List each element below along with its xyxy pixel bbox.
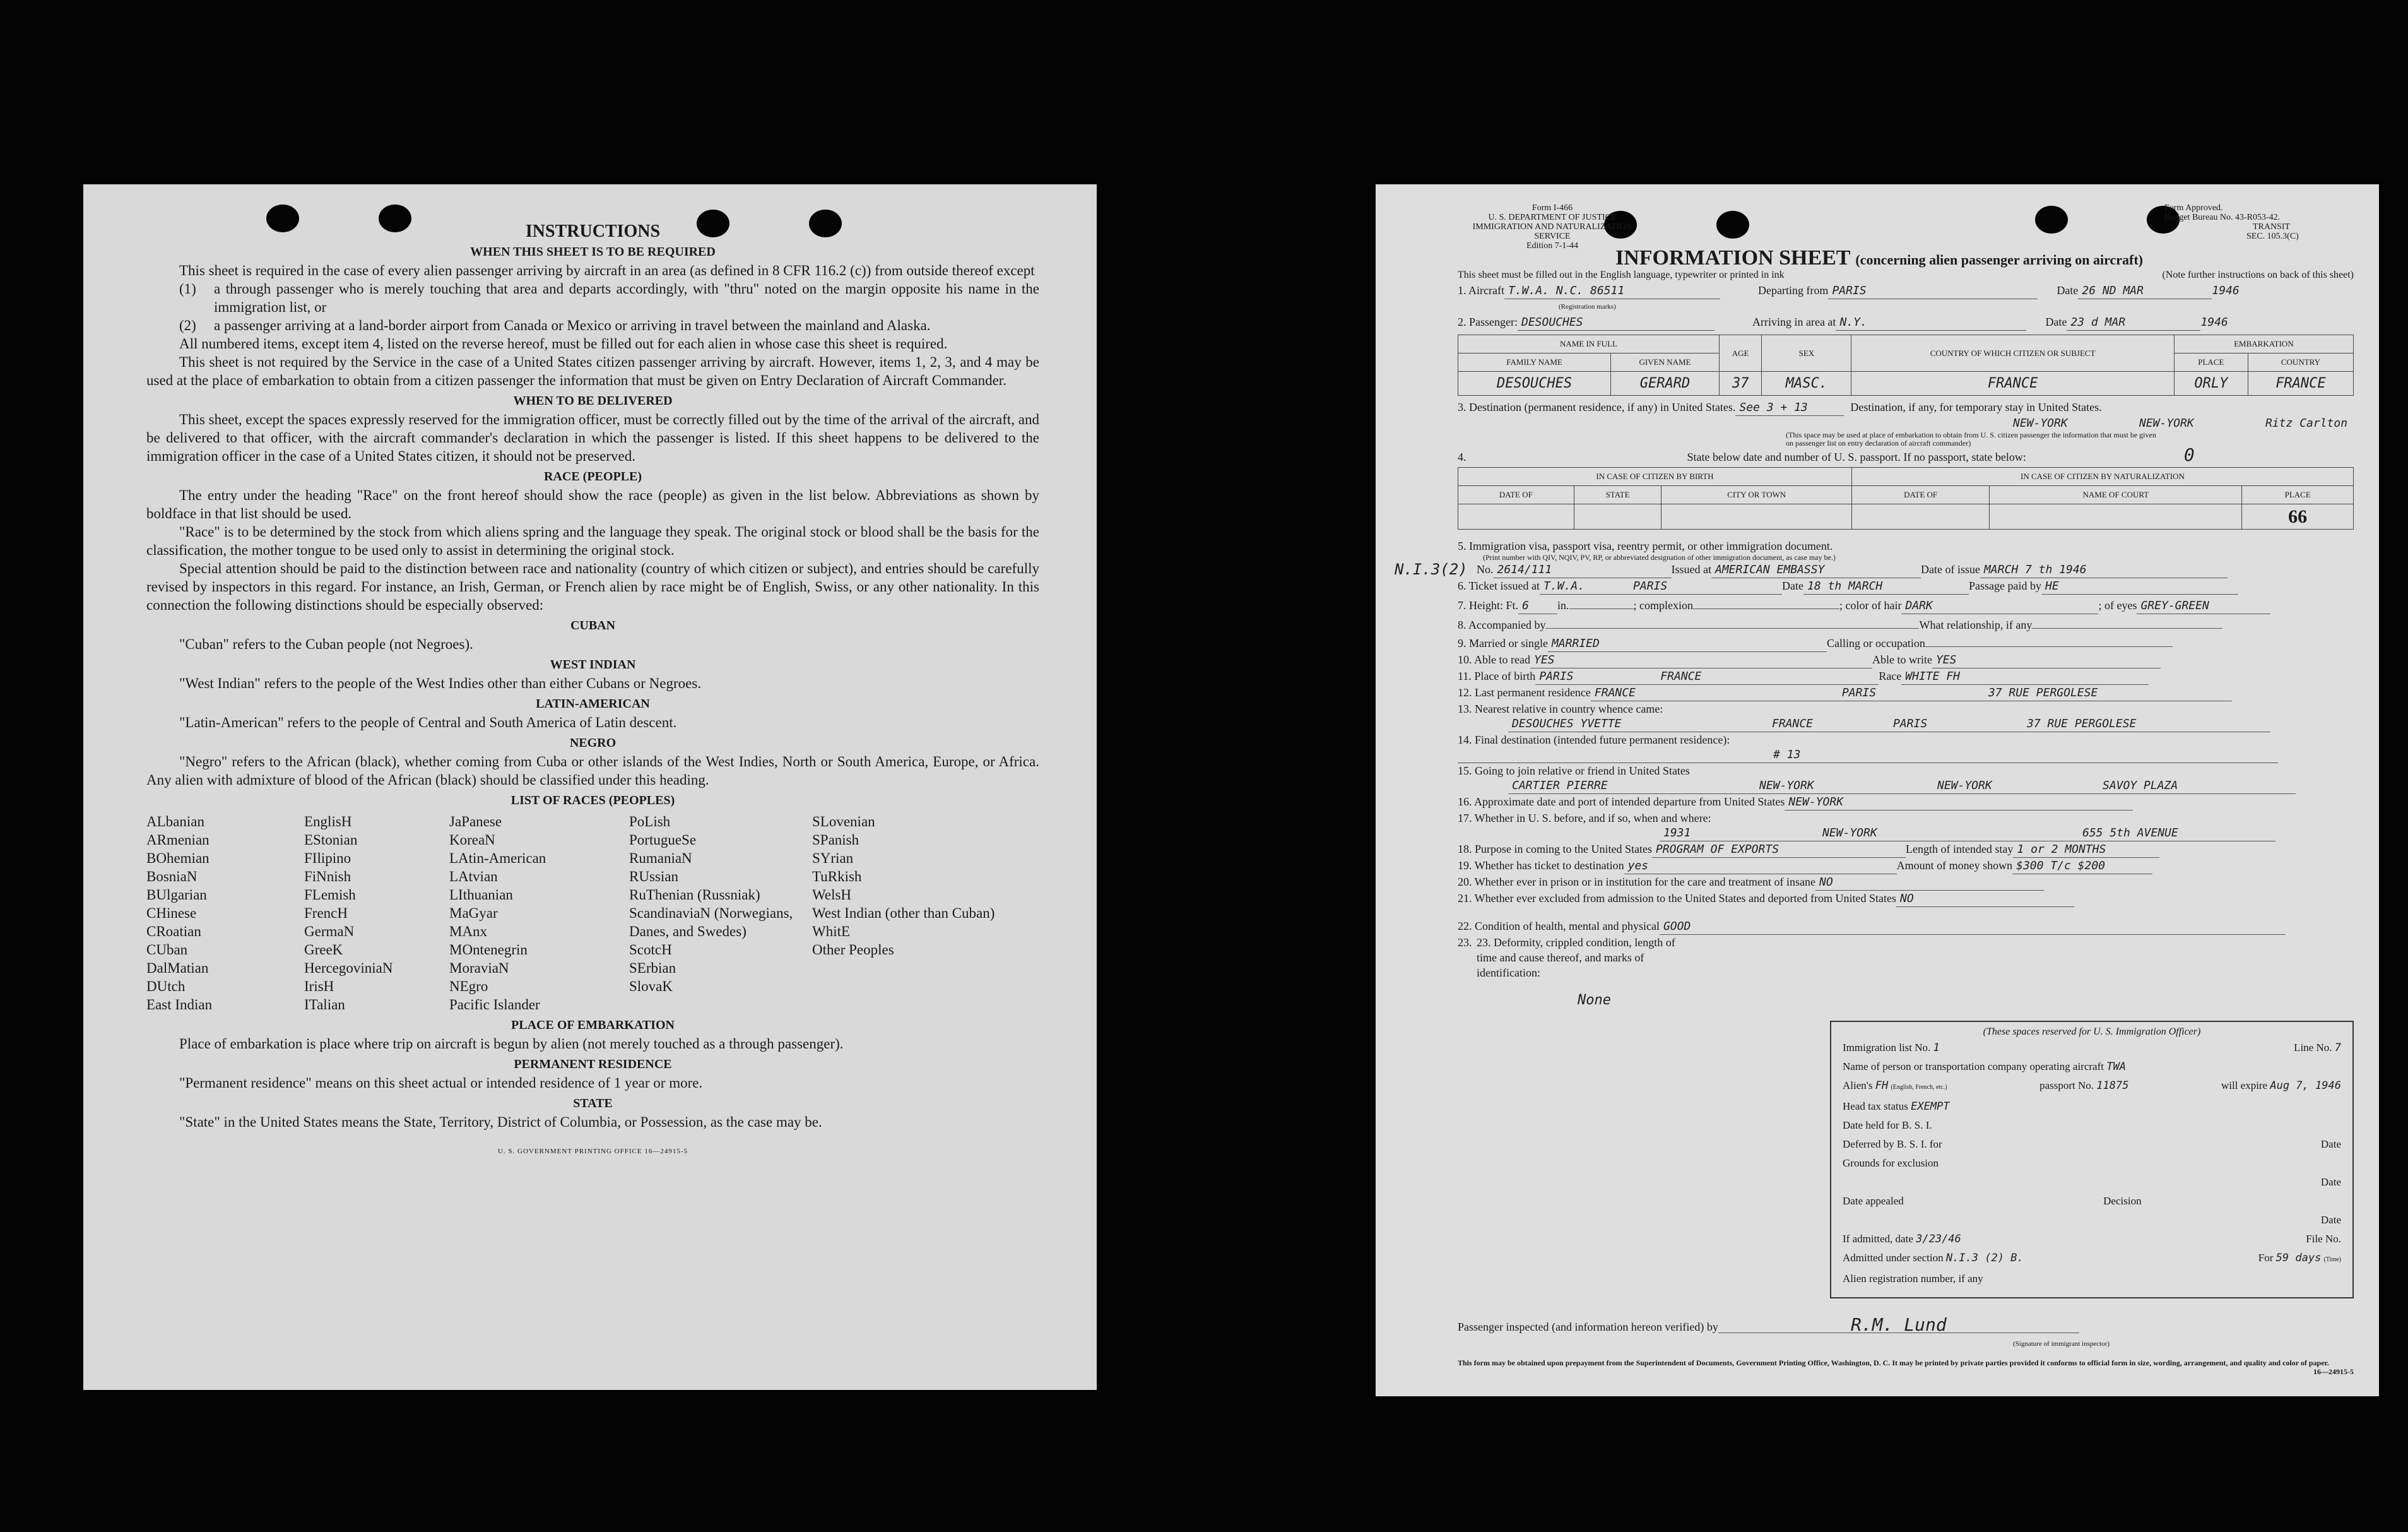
margin-note: N.I.3(2) bbox=[1395, 561, 1468, 578]
race-item: Pacific Islander bbox=[449, 997, 540, 1012]
departing-date: 26 ND MAR bbox=[2078, 283, 2212, 299]
departing-value: PARIS bbox=[1828, 283, 2038, 299]
form-header bbox=[1458, 203, 2354, 251]
paragraph: This sheet is required in the case of every alien passenger arriving by aircraft in an area (as defined in 8 CFR 116.2 (c)) from outside thereof except bbox=[179, 263, 1035, 278]
heading: STATE bbox=[573, 1096, 613, 1110]
aircraft-value: T.W.A. N.C. 86511 bbox=[1504, 283, 1720, 299]
races-list bbox=[146, 812, 1039, 1014]
printing-office-line: U. S. GOVERNMENT PRINTING OFFICE 16—24915-5 bbox=[497, 1148, 688, 1155]
passenger-row: 2. Passenger: DESOUCHES Arriving in area at N.Y. Date 23 d MAR 1946 bbox=[1458, 314, 2354, 331]
race-item: MAnx bbox=[449, 923, 488, 939]
race-item: ScotcH bbox=[629, 942, 672, 958]
race-item: MOntenegrin bbox=[449, 942, 528, 958]
paragraph: The entry under the heading "Race" on the front hereof should show the race (people) as given in the list below. Abbreviations as shown by boldface in that list should be used. bbox=[146, 487, 1039, 521]
race-item: MaGyar bbox=[449, 905, 498, 921]
budget-no: Budget Bureau No. 43-R053-42. bbox=[2164, 213, 2281, 222]
race-item: IrisH bbox=[304, 978, 334, 994]
race-item: CUban bbox=[146, 942, 188, 958]
transit: TRANSIT bbox=[2253, 222, 2291, 232]
races-column bbox=[629, 812, 812, 1014]
heading: PERMANENT RESIDENCE bbox=[514, 1057, 672, 1071]
race-item: TuRkish bbox=[812, 869, 862, 884]
heading: CUBAN bbox=[570, 619, 616, 632]
item-5: 5. Immigration visa, passport visa, reentry permit, or other immigration document. bbox=[1458, 540, 1833, 552]
paragraph: This sheet, except the spaces expressly reserved for the immigration officer, must be correctly filled out by the time of the arrival of the aircraft, and be delivered to that officer, with the aircraft commander's declaration in which the passenger is listed. If this sheet happens to be delivered to the immigration officer in the case of a United States citizen, it should not be preserved. bbox=[146, 412, 1039, 464]
race-item: BosniaN bbox=[146, 869, 198, 884]
family-name: DESOUCHES bbox=[1458, 372, 1611, 396]
sex: MASC. bbox=[1762, 372, 1851, 396]
reg-marks-label: (Registration marks) bbox=[1559, 303, 1616, 311]
citizen-note: (This space may be used at place of embarkation to obtain from U. S. citizen passenger the information that must be given on passenger list on entry declaration of aircraft commander) bbox=[1786, 431, 2156, 448]
arriving-value: N.Y. bbox=[1836, 315, 2026, 331]
race-item: SYrian bbox=[812, 850, 854, 866]
race-item: DalMatian bbox=[146, 960, 209, 976]
race-item: PortugueSe bbox=[629, 832, 697, 848]
instruction-line: This sheet must be filled out in the English language, typewriter or printed in ink bbox=[1458, 270, 1785, 280]
race-item: HercegoviniaN bbox=[304, 960, 393, 976]
officer-box: (These spaces reserved for U. S. Immigration Officer) Immigration list No. 1 Line No. 7 Name of person or transportation company operating aircraft TWA Alien's FH (English, French, etc.) passport No. 11875 will expire Aug 7, 1946 Head tax status EXEMPT Date held for B. S. I. Deferred by B. S. I. for Date Grounds for exclusion Date Date appealed Decision Date If admitted, date 3/23/46 File No. Admitted under section N.I.3 (2) B. For 59 days (Time) Alien registration number, if any bbox=[1830, 1021, 2354, 1298]
race-item: PoLish bbox=[629, 814, 671, 829]
paragraph: Place of embarkation is place where trip on aircraft is begun by alien (not merely touched as a through passenger). bbox=[179, 1036, 844, 1052]
form-number: Form I-466 bbox=[1532, 203, 1573, 213]
instructions-title: INSTRUCTIONS bbox=[525, 222, 661, 241]
citizen-table: IN CASE OF CITIZEN BY BIRTH IN CASE OF CITIZEN BY NATURALIZATION DATE OF STATE CITY OR TOWN DATE OF NAME OF COURT PLACE 66 bbox=[1458, 467, 2354, 530]
instructions-text bbox=[146, 222, 1039, 1161]
race-item: RumaniaN bbox=[629, 850, 692, 866]
race-item: LAtvian bbox=[449, 869, 498, 884]
inspector-signature: R.M. Lund bbox=[1718, 1317, 2079, 1333]
race-item: SErbian bbox=[629, 960, 676, 976]
race-item: LIthuanian bbox=[449, 887, 513, 903]
race-item: KoreaN bbox=[449, 832, 495, 848]
paragraph: "State" in the United States means the State, Territory, District of Columbia, or Possession, as the case may be. bbox=[179, 1114, 822, 1130]
race-item: GreeK bbox=[304, 942, 343, 958]
citizenship: FRANCE bbox=[1851, 372, 2174, 396]
information-sheet-page: Form I-466 U. S. DEPARTMENT OF JUSTICE IMMIGRATION AND NATURALIZATION SERVICE Edition 7-1-44 Form Approved. Budget Bureau No. 43-R053-42. TRANSIT SEC. 105.3(C) INFORMATION SHEET (concerning alien passenger arriving on aircraft) This sheet must be filled out in the English language, typewriter or printed in ink (Note further instructions on back of this sheet) 1. Aircraft T.W.A. N.C. 86511 Departing from PARIS Date 26 ND MAR 1946 (Registration marks) 2. Passenger: DESOUCHES Arriving in area at N.Y. Date 23 d MAR 1946 NAME IN FULL AGE SEX COUNTRY OF WHICH CITIZEN OR SUBJECT EMBARKATION FAMILY NAME GIVEN NAME PLACE COUNTRY DESOUCHES GERARD 37 MASC. FRANCE ORLY FRANCE 3. Destination (permanent residence, if any) in United States. See 3 + 13 Destination, if any, for temporary stay in United States. NEW-YORK NEW-YORK Ritz Carlton (This space may be used at place of embarkation to obtain from U. S. citizen passenger the information that must be given on passenger list on entry declaration of aircraft commander) 4. State below date and number of U. S. passport. If no passport, state below: 0 IN CASE OF CITIZEN BY BIRTH IN CASE OF CITIZEN BY NATURALIZATION DATE OF STATE CITY OR TOWN DATE OF NAME OF COURT PLACE 66 5. Immigration visa, passport visa, reentry permit, or other immigration document. (Print number with QIV, NQIV, PV, RP, or abbreviated designation of other immigration document, as case may be.) N.I.3(2) No. 2614/111 Issued at AMERICAN EMBASSY Date of issue MARCH 7 th 1946 6. Ticket issued at T.W.A. PARIS Date 18 th MARCH Passage paid by HE 7. Height: Ft. 6 in. ; complexion ; color of hair DARK ; of eyes GREY-GREEN 8. Accompanied by What relationship, if any 9. Married or single MARRIED Calling or occupation 10. Able to read YES Able to write YES 11. Place of birth PARIS FRANCE Race WHITE FH 12. Last permanent residence FRANCE PARIS 37 RUE PERGOLESE 13. Nearest relative in country whence came: DESOUCHES YVETTE FRANCE PARIS 37 RUE PERGOLESE 14. Final destination (intended future permanent residence): # 13 15. Going to join relative or friend in United States CARTIER PIERRE NEW-YORK NEW-YORK SAVOY PLAZA 16. Approximate date and port of intended departure from United States NEW-YORK 17. Whether in U. S. before, and if so, when and where: 1931 NEW-YORK 655 5th AVENUE 18. Purpose in coming to the United States PROGRAM OF EXPORTS Length of intended stay 1 or 2 MONTHS 19. Whether has ticket to destination yes Amount of money shown $300 T/c $200 20. Whether ever in prison or in institution for the care and treatment of insane NO 21. Whether ever excluded from admission to the United States and deported from United States NO 22. Condition of health, mental and physical GOOD 23. 23. Deformity, crippled condition, length of time and cause thereof, and marks of identification: None (These spaces reserved for U. S. Immigration Officer) Immigration list No. 1 Line No. 7 Name of person or transportation company operating aircraft TWA Alien's FH (English, French, etc.) passport No. 11875 will expire Aug 7, 1946 Head tax status EXEMPT Date held for B. S. I. Deferred by B. S. I. for Date Grounds for exclusion Date Date appealed Decision Date If admitted, date 3/23/46 File No. Admitted under section N.I.3 (2) B. For 59 days (Time) Alien registration number, if any Passenger inspected (and information hereon verified) by R.M. Lund (Signature of immigrant inspector) This form may be obtained upon prepayment from the Superintendent of Documents, Government Printing Office, Washington, D. C. It may be printed by private parties provided it conforms to official form in size, wording, arrangement, and quality and color of paper. 16—24915-5 bbox=[1376, 184, 2379, 1396]
service: IMMIGRATION AND NATURALIZATION SERVICE bbox=[1472, 222, 1632, 241]
form-footer: This form may be obtained upon prepayment from the Superintendent of Documents, Government Printing Office, Washington, D. C. It may be printed by private parties provided it conforms to official form in size, wording, arrangement, and quality and color of paper. 16—24915-5 bbox=[1458, 1358, 2354, 1376]
race-item: LAtin-American bbox=[449, 850, 546, 866]
department: U. S. DEPARTMENT OF JUSTICE bbox=[1488, 213, 1617, 222]
races-column bbox=[812, 812, 1001, 1014]
race-item: WelsH bbox=[812, 887, 852, 903]
race-item: ARmenian bbox=[146, 832, 210, 848]
paragraph: "Negro" refers to the African (black), whether coming from Cuba or other islands of the West Indies, North or South America, Europe, or Africa. Any alien with admixture of blood of the African (black) should be classified under this heading. bbox=[146, 754, 1039, 788]
embark-place: ORLY bbox=[2174, 372, 2248, 396]
item-23: 23. Deformity, crippled condition, length of time and cause thereof, and marks of identification: bbox=[1477, 936, 1675, 979]
aircraft-row: 1. Aircraft T.W.A. N.C. 86511 Departing from PARIS Date 26 ND MAR 1946 bbox=[1458, 283, 2354, 299]
heading: RACE (PEOPLE) bbox=[544, 470, 642, 484]
race-item: East Indian bbox=[146, 997, 213, 1012]
heading: WEST INDIAN bbox=[550, 658, 636, 672]
section: SEC. 105.3(C) bbox=[2246, 232, 2299, 241]
race-item: SlovaK bbox=[629, 978, 673, 994]
race-item: BOhemian bbox=[146, 850, 210, 866]
race-item: DUtch bbox=[146, 978, 186, 994]
inspector-row: Passenger inspected (and information hereon verified) by R.M. Lund bbox=[1458, 1317, 2079, 1334]
passenger-value: DESOUCHES bbox=[1518, 315, 1715, 331]
heading: WHEN THIS SHEET IS TO BE REQUIRED bbox=[470, 245, 716, 259]
race-item: EnglisH bbox=[304, 814, 352, 829]
heading: LIST OF RACES (PEOPLES) bbox=[511, 793, 675, 807]
paragraph: All numbered items, except item 4, listed on the reverse hereof, must be filled out for each alien in whose case this sheet is required. bbox=[179, 336, 948, 352]
deformity-value: None bbox=[1578, 992, 1611, 1008]
race-item: SLovenian bbox=[812, 814, 875, 829]
paragraph: This sheet is not required by the Service in the case of a United States citizen passenger arriving by aircraft. However, items 1, 2, 3, and 4 may be used at the place of embarkation to obtain from a citizen passenger the information that must be given on Entry Declaration of Aircraft Commander. bbox=[146, 354, 1039, 388]
note-line: (Note further instructions on back of this sheet) bbox=[2162, 270, 2354, 280]
race-item: ITalian bbox=[304, 997, 345, 1012]
race-item: ScandinaviaN (Norwegians, Danes, and Swedes) bbox=[629, 905, 793, 939]
race-item: MoraviaN bbox=[449, 960, 509, 976]
races-column bbox=[146, 812, 304, 1014]
paragraph: "Cuban" refers to the Cuban people (not Negroes). bbox=[179, 636, 473, 652]
embark-country: FRANCE bbox=[2248, 372, 2353, 396]
race-item: EStonian bbox=[304, 832, 358, 848]
paragraph: "Latin-American" refers to the people of Central and South America of Latin descent. bbox=[179, 715, 677, 730]
heading: LATIN-AMERICAN bbox=[536, 697, 650, 711]
race-item: WhitE bbox=[812, 923, 851, 939]
age: 37 bbox=[1719, 372, 1761, 396]
race-item: CRoatian bbox=[146, 923, 201, 939]
race-item: SPanish bbox=[812, 832, 859, 848]
races-column bbox=[449, 812, 629, 1014]
race-item: CHinese bbox=[146, 905, 197, 921]
form-title: INFORMATION SHEET (concerning alien passenger arriving on aircraft) bbox=[1615, 246, 2143, 270]
paragraph: Special attention should be paid to the distinction between race and nationality (country of which citizen or subject), and entries should be carefully revised by inspectors in this regard. For instance, an Irish, German, or French alien by race might be of English, Swiss, or any other nationality. In this connection the following distinctions should be especially observed: bbox=[146, 561, 1039, 613]
arriving-date: 23 d MAR bbox=[2067, 315, 2200, 331]
destination-row: 3. Destination (permanent residence, if any) in United States. See 3 + 13 Destination, if any, for temporary stay in United States. bbox=[1458, 400, 2354, 416]
passenger-table: NAME IN FULL AGE SEX COUNTRY OF WHICH CITIZEN OR SUBJECT EMBARKATION FAMILY NAME GIVEN NAME PLACE COUNTRY DESOUCHES GERARD 37 MASC. FRANCE ORLY FRANCE bbox=[1458, 335, 2354, 396]
race-item: FiNnish bbox=[304, 869, 351, 884]
race-item: ALbanian bbox=[146, 814, 204, 829]
races-column bbox=[304, 812, 449, 1014]
race-item: BUlgarian bbox=[146, 887, 207, 903]
race-item: FIlipino bbox=[304, 850, 351, 866]
race-item: Other Peoples bbox=[812, 942, 894, 958]
race-item: NEgro bbox=[449, 978, 488, 994]
heading: PLACE OF EMBARKATION bbox=[511, 1018, 675, 1032]
list-item: (2) a passenger arriving at a land-border airport from Canada or Mexico or arriving in travel between the mainland and Alaska. bbox=[179, 318, 931, 333]
race-item: RuThenian (Russniak) bbox=[629, 887, 760, 903]
heading: WHEN TO BE DELIVERED bbox=[513, 394, 673, 408]
paragraph: "West Indian" refers to the people of the West Indies other than either Cubans or Negroes. bbox=[179, 675, 702, 691]
race-item: FrencH bbox=[304, 905, 348, 921]
given-name: GERARD bbox=[1611, 372, 1720, 396]
race-item: GermaN bbox=[304, 923, 355, 939]
edition: Edition 7-1-44 bbox=[1526, 241, 1579, 251]
instructions-page bbox=[83, 184, 1097, 1390]
heading: NEGRO bbox=[569, 736, 617, 750]
list-item: (1) a through passenger who is merely touching that area and departs accordingly, with "thru" noted on the margin opposite his name in the immigration list, or bbox=[179, 281, 1039, 315]
paragraph: "Permanent residence" means on this sheet actual or intended residence of 1 year or more. bbox=[179, 1075, 703, 1091]
race-item: West Indian (other than Cuban) bbox=[812, 905, 995, 921]
race-item: FLemish bbox=[304, 887, 356, 903]
approval: Form Approved. bbox=[2164, 203, 2223, 213]
paragraph: "Race" is to be determined by the stock from which aliens spring and the language they speak. The original stock or blood shall be the basis for the classification, the mother tongue to be used only to assist in determining the original stock. bbox=[146, 524, 1039, 558]
race-item: RUssian bbox=[629, 869, 678, 884]
race-item: JaPanese bbox=[449, 814, 502, 829]
